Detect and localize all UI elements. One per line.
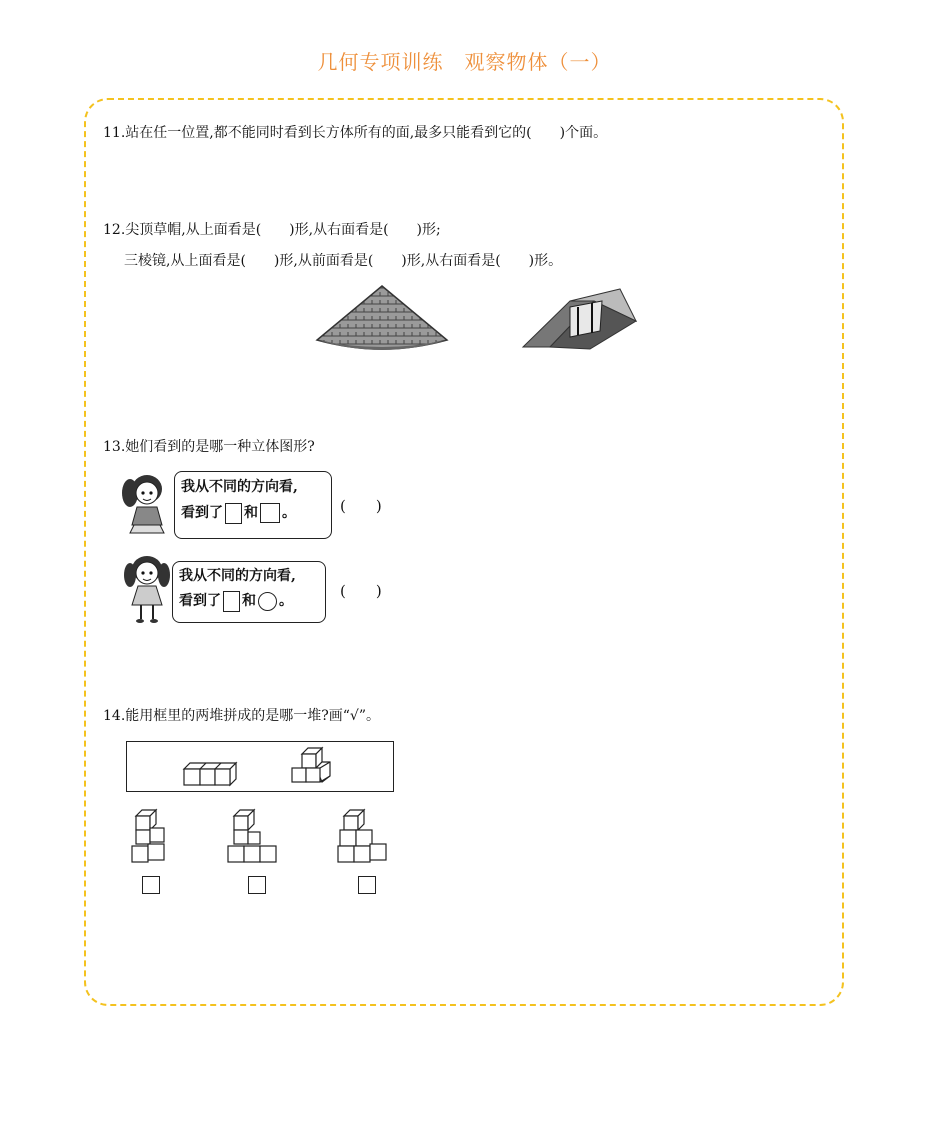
bubble-1-prefix: 看到了 xyxy=(181,505,223,521)
speech-bubble-1 xyxy=(174,471,332,539)
bubble-1-line2 xyxy=(181,500,325,526)
answer-paren-1[interactable]: ( ) xyxy=(340,497,382,515)
cube-option-b-icon xyxy=(226,808,282,864)
bubble-2-and: 和 xyxy=(242,593,256,609)
speech-bubble-2 xyxy=(172,561,326,623)
checkbox-option-a[interactable] xyxy=(142,876,160,894)
bubble-2-prefix: 看到了 xyxy=(179,593,221,609)
girl-icon xyxy=(120,473,174,535)
question-12-line1: 12.尖顶草帽,从上面看是( )形,从右面看是( )形; xyxy=(103,222,441,238)
question-14: 14.能用框里的两堆拼成的是哪一堆?画“√”。 xyxy=(103,708,381,724)
question-12-line2: 三棱镜,从上面看是( )形,从前面看是( )形,从右面看是( )形。 xyxy=(124,253,563,269)
checkbox-option-c[interactable] xyxy=(358,876,376,894)
rectangle-icon xyxy=(223,591,240,612)
bubble-1-end: 。 xyxy=(282,505,296,521)
circle-icon xyxy=(258,592,277,611)
square-icon xyxy=(260,503,280,523)
girl-icon xyxy=(122,553,172,627)
cube-frame-box xyxy=(126,741,394,792)
bubble-1-and: 和 xyxy=(244,505,258,521)
bubble-2-line1: 我从不同的方向看, xyxy=(179,568,296,584)
bubble-1-line1: 我从不同的方向看, xyxy=(181,479,298,495)
bubble-2-end: 。 xyxy=(279,593,293,609)
cube-stack-1-icon xyxy=(182,759,240,787)
cube-stack-2-icon xyxy=(290,746,334,788)
checkbox-option-b[interactable] xyxy=(248,876,266,894)
triangular-prism-image xyxy=(520,287,638,355)
bubble-2-line2 xyxy=(179,589,319,614)
cube-option-c-icon xyxy=(336,808,392,864)
conical-hat-image xyxy=(312,284,452,360)
question-11: 11.站在任一位置,都不能同时看到长方体所有的面,最多只能看到它的( )个面。 xyxy=(103,125,608,141)
rectangle-icon xyxy=(225,503,242,524)
answer-paren-2[interactable]: ( ) xyxy=(340,582,382,600)
question-13: 13.她们看到的是哪一种立体图形? xyxy=(103,439,315,455)
page-title: 几何专项训练 观察物体（一） xyxy=(317,50,612,74)
cube-option-a-icon xyxy=(130,808,170,864)
